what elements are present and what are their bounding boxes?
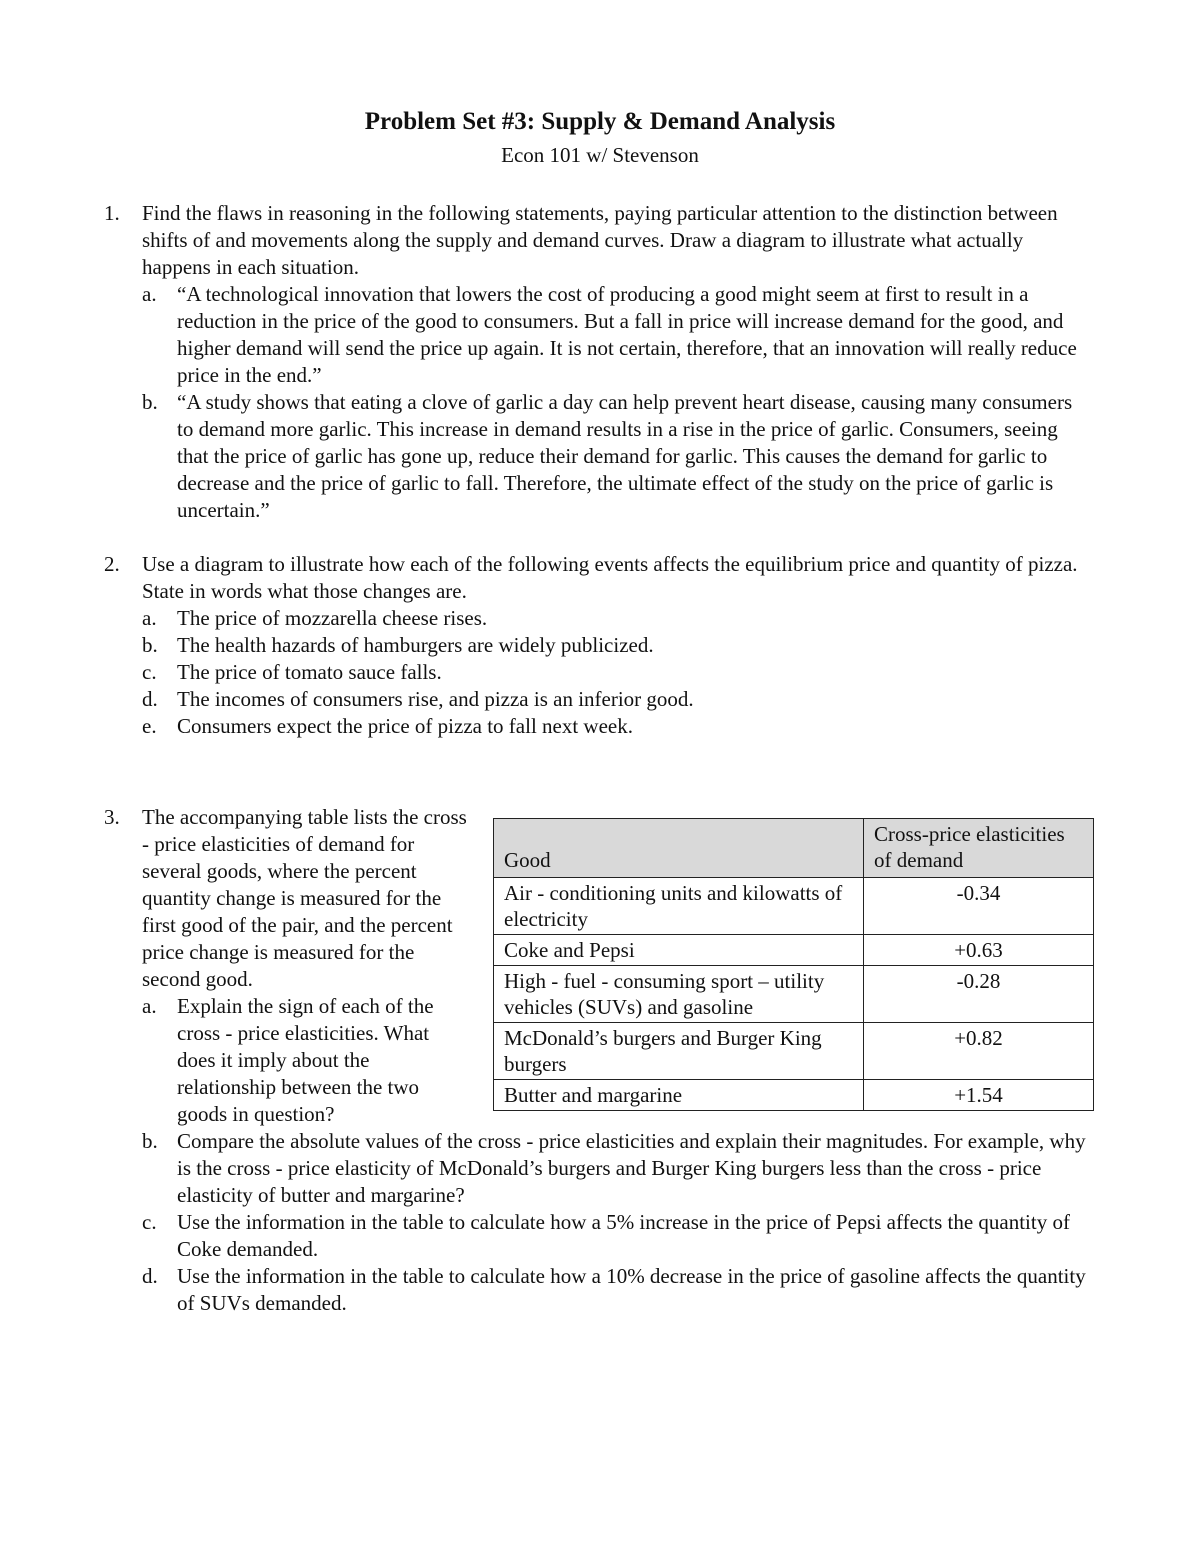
subquestion-text: Use the information in the table to calculate how a 10% decrease in the price of gasoline affects the quantity of SUVs demanded. xyxy=(177,1264,1086,1315)
subquestion-list xyxy=(142,993,472,1128)
cell-elasticity: -0.28 xyxy=(864,966,1094,1023)
subquestion xyxy=(142,659,1092,686)
page-subtitle: Econ 101 w/ Stevenson xyxy=(501,143,699,167)
subquestion-letter: a. xyxy=(142,282,157,306)
subquestion xyxy=(142,605,1092,632)
table-row xyxy=(494,935,1094,966)
question-number: 3. xyxy=(104,805,120,829)
question-3 xyxy=(104,804,472,1128)
subquestion xyxy=(142,713,1092,740)
table-row xyxy=(494,966,1094,1023)
page-title: Problem Set #3: Supply & Demand Analysis xyxy=(364,108,836,135)
question-number: 1. xyxy=(104,201,120,225)
subquestion-letter: d. xyxy=(142,687,158,711)
subquestion-text: Compare the absolute values of the cross - price elasticities and explain their magnitudes. For example, why is the cross - price elasticity of McDonald’s burgers and Burger King burgers less than the cross - price elasticity of butter and margarine? xyxy=(177,1129,1086,1207)
column-header-elasticity: Cross-price elasticities of demand xyxy=(864,819,1094,878)
elasticity-table xyxy=(493,818,1094,1111)
subquestion-letter: b. xyxy=(142,1129,158,1153)
table-row xyxy=(494,1080,1094,1111)
cell-good: McDonald’s burgers and Burger King burgers xyxy=(494,1023,864,1080)
subquestion xyxy=(142,1263,1092,1317)
subquestion-letter: d. xyxy=(142,1264,158,1288)
subquestion-text: The health hazards of hamburgers are widely publicized. xyxy=(177,633,654,657)
cell-elasticity: -0.34 xyxy=(864,878,1094,935)
subquestion-text: The incomes of consumers rise, and pizza is an inferior good. xyxy=(177,687,694,711)
subquestion-letter: c. xyxy=(142,1210,157,1234)
subquestion-letter: a. xyxy=(142,994,157,1018)
subquestion-text: Use the information in the table to calculate how a 5% increase in the price of Pepsi affects the quantity of Coke demanded. xyxy=(177,1210,1070,1261)
subquestion-letter: e. xyxy=(142,714,157,738)
subquestion-text: The price of mozzarella cheese rises. xyxy=(177,606,488,630)
question-1 xyxy=(104,200,1092,524)
subquestion-list xyxy=(142,605,1092,740)
cell-elasticity: +0.63 xyxy=(864,935,1094,966)
subquestion-text: Explain the sign of each of the cross - price elasticities. What does it imply about the relationship between the two goods in question? xyxy=(177,994,434,1126)
subquestion-list xyxy=(142,281,1092,524)
column-header-good: Good xyxy=(494,819,864,878)
subquestion xyxy=(142,686,1092,713)
subquestion xyxy=(142,632,1092,659)
subquestion xyxy=(142,389,1092,524)
cell-elasticity: +1.54 xyxy=(864,1080,1094,1111)
question-text: Use a diagram to illustrate how each of the following events affects the equilibrium price and quantity of pizza. State in words what those changes are. xyxy=(142,552,1078,603)
subquestion xyxy=(142,1128,1092,1209)
subquestion-letter: b. xyxy=(142,633,158,657)
subquestion-text: “A study shows that eating a clove of garlic a day can help prevent heart disease, causing many consumers to demand more garlic. This increase in demand results in a rise in the price of garlic. Consumers, seeing that the price of garlic has gone up, reduce their demand for garlic. This causes the demand for garlic to decrease and the price of garlic to fall. Therefore, the ultimate effect of the study on the price of garlic is uncertain.” xyxy=(177,390,1073,522)
subquestion-text: Consumers expect the price of pizza to fall next week. xyxy=(177,714,633,738)
cell-good: High - fuel - consuming sport – utility vehicles (SUVs) and gasoline xyxy=(494,966,864,1023)
subquestion-text: The price of tomato sauce falls. xyxy=(177,660,442,684)
cell-good: Air - conditioning units and kilowatts of electricity xyxy=(494,878,864,935)
table-header-row xyxy=(494,819,1094,878)
subquestion-list xyxy=(142,1128,1092,1317)
question-3-continued xyxy=(142,1128,1092,1317)
cell-elasticity: +0.82 xyxy=(864,1023,1094,1080)
subquestion-letter: c. xyxy=(142,660,157,684)
cell-good: Coke and Pepsi xyxy=(494,935,864,966)
question-2 xyxy=(104,551,1092,740)
table-row xyxy=(494,878,1094,935)
question-number: 2. xyxy=(104,552,120,576)
subquestion xyxy=(142,1209,1092,1263)
table-row xyxy=(494,1023,1094,1080)
subquestion xyxy=(142,993,472,1128)
subquestion-letter: b. xyxy=(142,390,158,414)
subquestion xyxy=(142,281,1092,389)
subquestion-letter: a. xyxy=(142,606,157,630)
cell-good: Butter and margarine xyxy=(494,1080,864,1111)
question-text: Find the flaws in reasoning in the following statements, paying particular attention to the distinction between shifts of and movements along the supply and demand curves. Draw a diagram to illustrate what actually happens in each situation. xyxy=(142,201,1058,279)
question-text: The accompanying table lists the cross - price elasticities of demand for several goods, where the percent quantity change is measured for the first good of the pair, and the percent price change is measured for the second good. xyxy=(142,805,467,991)
subquestion-text: “A technological innovation that lowers the cost of producing a good might seem at first to result in a reduction in the price of the good to consumers. But a fall in price will increase demand for the good, and higher demand will send the price up again. It is not certain, therefore, that an innovation will really reduce price in the end.” xyxy=(177,282,1077,387)
